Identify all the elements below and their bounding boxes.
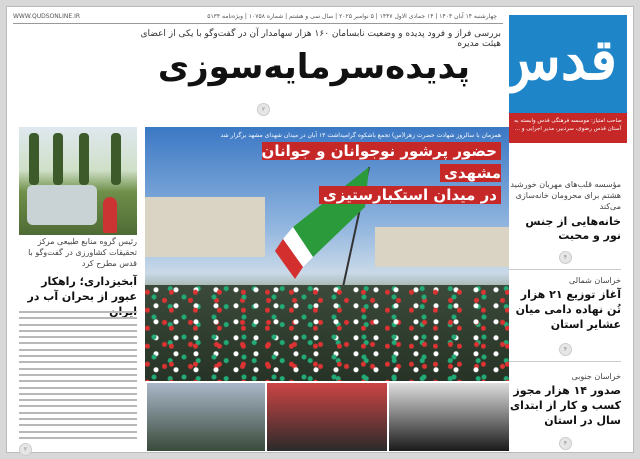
left-story-body xyxy=(19,311,137,439)
photo-headline[interactable] xyxy=(231,141,501,206)
inset-photo-1[interactable] xyxy=(145,381,265,451)
pool-shape xyxy=(27,185,97,225)
masthead-tagline: صاحب امتیاز: موسسه فرهنگی قدس وابسته به آستان قدس رضوی، سردبیر، مدیر اجرایی و ... xyxy=(509,113,627,143)
masthead xyxy=(492,15,627,143)
right-story-2[interactable] xyxy=(509,275,621,333)
inset-photo-2[interactable] xyxy=(265,381,387,451)
building-shape xyxy=(375,227,509,267)
lead-headline[interactable]: پدیده‌سرمایه‌سوزی xyxy=(157,47,471,87)
date-line: چهارشنبه ۱۴ آبان ۱۴۰۴ | ۱۴ جمادی الاول ۱۴۴۷ | ۵ نوامبر ۲۰۲۵ | سال سی و هشتم | شماره ۱۰۷۵۸ | ویژه‌نامه ۵۱۳۴ xyxy=(207,13,497,20)
right-story-2-headline: آغاز توزیع ۲۱ هزار تُن نهاده دامی میان عشایر استان xyxy=(515,288,621,331)
palm-tree-icon xyxy=(53,133,63,185)
photo-caption: همزمان با سالروز شهادت حضرت زهرا(س) تجمع باشکوه گرامیداشت ۱۳ آبان در میدان شهدای مشهد برگزار شد xyxy=(220,132,501,139)
left-story-headline[interactable]: آبخیزداری؛ راهکار عبور از بحران آب در xyxy=(27,275,137,303)
palm-tree-icon xyxy=(79,133,89,185)
site-url[interactable]: WWW.QUDSONLINE.IR xyxy=(13,13,81,20)
right-story-3[interactable] xyxy=(509,371,621,429)
left-story xyxy=(19,127,137,457)
person-figure xyxy=(103,197,117,233)
right-story-3-page-ref[interactable]: ۴ xyxy=(559,437,572,450)
left-story-caption: رئیس گروه منابع طبیعی مرکز تحقیقات کشاورزی در گفت‌وگو با قدس مطرح کرد xyxy=(28,237,137,268)
right-story-1-page-ref[interactable]: ۴ xyxy=(559,251,572,264)
photo-headline-line1: حضور پرشور نوجوانان و جوانان مشهدی xyxy=(261,142,501,182)
left-story-page-ref[interactable]: ۲ xyxy=(19,443,32,456)
lead-page-ref[interactable]: ۲ xyxy=(257,103,270,116)
divider xyxy=(509,269,621,270)
right-story-1-kicker: مؤسسه قلب‌های مهربان خورشید هشتم برای محرومان خانه‌سازی می‌کند xyxy=(510,180,621,212)
divider xyxy=(13,23,503,24)
palm-tree-icon xyxy=(111,133,121,185)
lead-kicker: بررسی فراز و فرود پدیده و وضعیت نابسامان ۱۶۰ هزار سهامدار آن در گفت‌وگو با یکی از اعضای هیئت مدیره xyxy=(140,29,501,49)
inset-photo-3[interactable] xyxy=(387,381,509,451)
main-photo[interactable] xyxy=(145,127,509,451)
newspaper-front-page xyxy=(6,6,634,453)
right-story-2-page-ref[interactable]: ۴ xyxy=(559,343,572,356)
right-story-3-kicker: خراسان جنوبی xyxy=(571,372,621,381)
divider xyxy=(509,361,621,362)
left-story-photo[interactable] xyxy=(19,127,137,235)
photo-headline-line2: در میدان استکبارستیزی xyxy=(319,186,501,204)
right-story-1-headline: خانه‌هایی از جنس نور و محبت xyxy=(525,214,621,243)
palm-tree-icon xyxy=(29,133,39,185)
masthead-logo: قدس xyxy=(492,27,617,93)
right-story-1[interactable] xyxy=(509,179,621,244)
right-column xyxy=(509,147,621,453)
right-story-3-headline: صدور ۱۴ هزار مجوز کسب و کار از ابتدای سال در استان xyxy=(510,384,621,427)
right-story-2-kicker: خراسان شمالی xyxy=(568,276,621,285)
